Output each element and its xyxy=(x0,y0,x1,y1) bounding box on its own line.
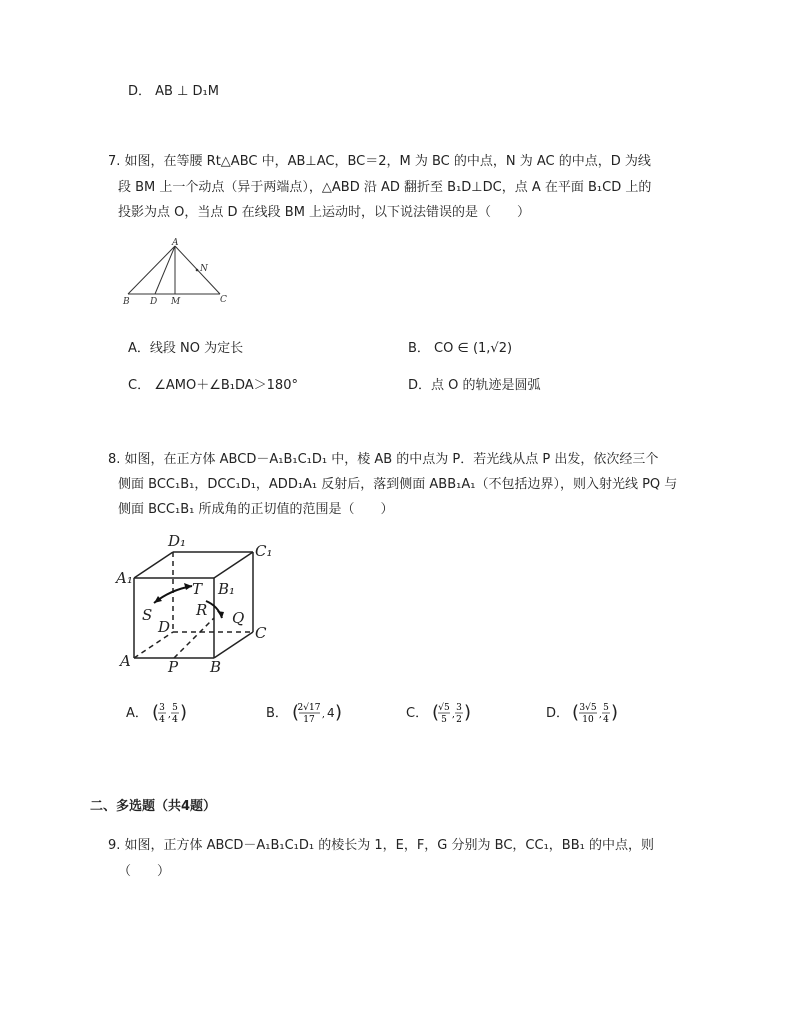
label-a1: A₁ xyxy=(116,569,133,587)
label-d: D xyxy=(150,297,158,307)
label-d1: D₁ xyxy=(168,532,187,550)
label-a: A xyxy=(172,238,179,248)
svg-text:D．: D． xyxy=(546,706,570,721)
svg-text:,: , xyxy=(452,710,455,720)
svg-text:2√17: 2√17 xyxy=(297,703,321,713)
svg-text:(: ( xyxy=(572,702,580,723)
q8-stem-line-2: 侧面 BCC₁B₁，DCC₁D₁，ADD₁A₁ 反射后，落到侧面 ABB₁A₁（不包括边界），则入射光线 PQ 与 xyxy=(118,477,678,492)
svg-text:5: 5 xyxy=(172,703,178,713)
q7-option-d: D．点 O 的轨迹是圆弧 xyxy=(408,378,541,393)
label-m: M xyxy=(171,297,181,307)
q8-stem-line-3: 侧面 BCC₁B₁ 所成角的正切值的范围是（ ） xyxy=(118,502,394,517)
svg-text:C．: C． xyxy=(406,706,429,721)
svg-text:(: ( xyxy=(432,702,440,723)
q7-stem-line-3: 投影为点 O，当点 D 在线段 BM 上运动时，以下说法错误的是（ ） xyxy=(118,205,531,220)
svg-text:5: 5 xyxy=(603,703,609,713)
svg-text:√5: √5 xyxy=(438,703,450,713)
label-p: P xyxy=(168,658,179,676)
svg-text:4: 4 xyxy=(327,706,335,720)
label-a: A xyxy=(120,652,131,670)
svg-text:): ) xyxy=(180,702,188,723)
svg-text:4: 4 xyxy=(603,715,609,725)
svg-text:3: 3 xyxy=(159,703,165,713)
label-n: N xyxy=(200,264,208,274)
label-b: B xyxy=(210,658,222,676)
label-s: S xyxy=(142,606,153,624)
q8-option-d xyxy=(546,698,646,728)
svg-text:(: ( xyxy=(292,702,300,723)
svg-text:3√5: 3√5 xyxy=(579,703,597,713)
svg-text:): ) xyxy=(611,702,619,723)
label-b1: B₁ xyxy=(218,580,236,598)
q8-cube-figure xyxy=(110,528,280,676)
q6-option-d: D． AB ⊥ D₁M xyxy=(128,84,219,99)
label-b: B xyxy=(123,297,130,307)
label-r: R xyxy=(196,601,208,619)
svg-text:,: , xyxy=(322,710,325,720)
q8-option-b xyxy=(266,698,366,728)
svg-text:4: 4 xyxy=(172,715,178,725)
svg-text:A．: A． xyxy=(126,706,148,721)
svg-text:): ) xyxy=(464,702,472,723)
label-c: C xyxy=(255,624,267,642)
q8-stem-line-1: 8. 如图，在正方体 ABCD－A₁B₁C₁D₁ 中，棱 AB 的中点为 P．若光线从点 P 出发，依次经三个 xyxy=(108,452,659,467)
q8-option-c xyxy=(406,698,496,728)
q8-option-a xyxy=(126,698,206,728)
q7-option-b: B． CO ∈ (1,√2) xyxy=(408,341,513,356)
q7-option-a: A．线段 NO 为定长 xyxy=(128,341,244,356)
svg-text:,: , xyxy=(168,710,171,720)
label-t: T xyxy=(192,580,203,598)
svg-text:): ) xyxy=(335,702,343,723)
segment-ad xyxy=(155,246,175,294)
edge-ab xyxy=(128,246,175,294)
q9-stem-line-2: （ ） xyxy=(118,864,171,879)
svg-text:,: , xyxy=(599,710,602,720)
label-c1: C₁ xyxy=(255,542,273,560)
label-q: Q xyxy=(232,609,245,627)
q9-stem-line-1: 9. 如图，正方体 ABCD－A₁B₁C₁D₁ 的棱长为 1，E，F，G 分别为 BC，CC₁，BB₁ 的中点，则 xyxy=(108,838,654,853)
svg-text:4: 4 xyxy=(159,715,165,725)
q7-triangle-figure xyxy=(118,236,238,310)
svg-text:(: ( xyxy=(152,702,160,723)
q7-stem-line-1: 7. 如图，在等腰 Rt△ABC 中，AB⊥AC，BC＝2，M 为 BC 的中点，N 为 AC 的中点，D 为线 xyxy=(108,154,651,169)
q7-stem-line-2: 段 BM 上一个动点（异于两端点），△ABD 沿 AD 翻折至 B₁D⊥DC，点 A 在平面 B₁CD 上的 xyxy=(118,180,652,195)
q7-option-c: C． ∠AMO＋∠B₁DA＞180° xyxy=(128,378,298,393)
svg-text:2: 2 xyxy=(456,715,462,725)
point-n xyxy=(196,269,199,272)
svg-text:3: 3 xyxy=(456,703,462,713)
svg-text:B．: B． xyxy=(266,706,288,721)
svg-text:10: 10 xyxy=(582,715,594,725)
label-d: D xyxy=(158,618,171,636)
section-title: 二、多选题（共4题） xyxy=(90,799,217,814)
svg-text:17: 17 xyxy=(303,715,315,725)
label-c: C xyxy=(220,295,227,305)
svg-text:5: 5 xyxy=(441,715,447,725)
